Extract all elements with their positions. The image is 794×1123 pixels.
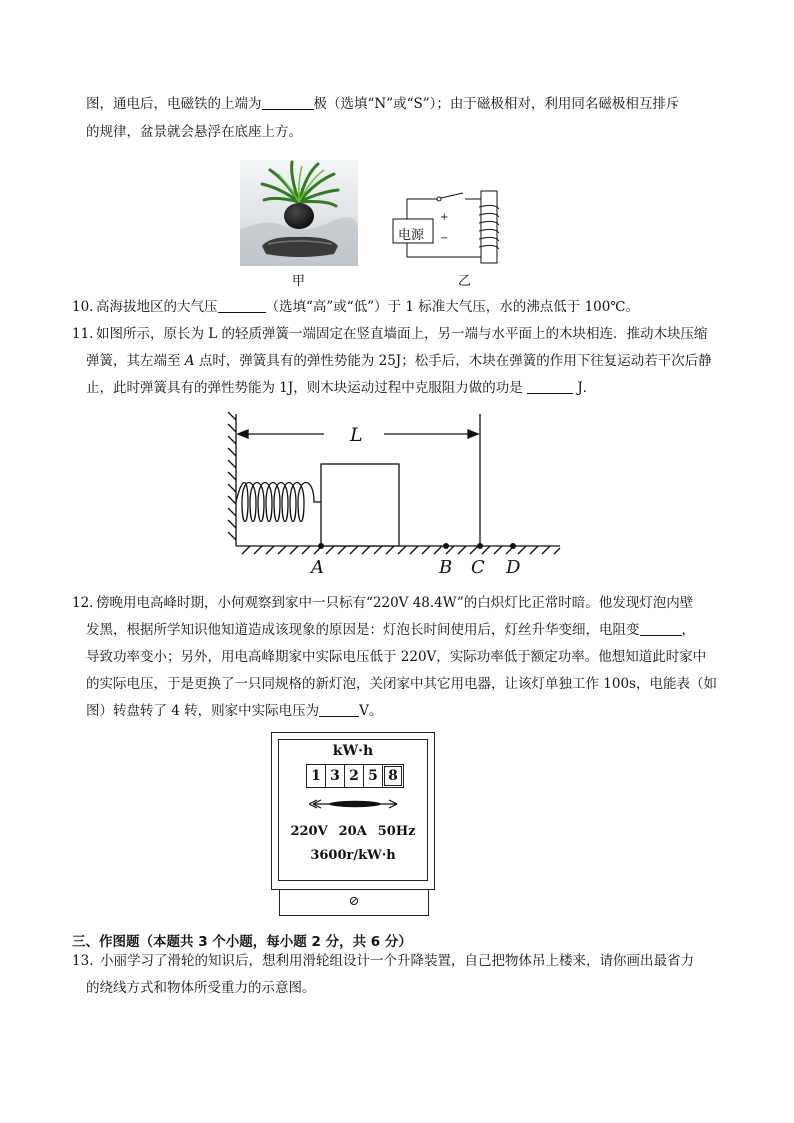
q9-line-1: 图，通电后，电磁铁的上端为 极（选填“N”或“S”）；由于磁极相对，利用同名磁极相互排斥 [86, 96, 680, 112]
q12-line-1: 傍晚用电高峰时期，小何观察到家中一只标有“220V 48.4W”的白炽灯比正常时暗。他发现灯泡内壁 [96, 595, 694, 611]
meter-digit: 2 [345, 765, 364, 787]
q12-line-4: 的实际电压，于是更换了一只同规格的新灯泡，关闭家中其它用电器，让该灯单独工作 100s，电能表（如 [86, 676, 717, 692]
terminal-screw-icon: ⊘ [348, 894, 360, 909]
question-number: 11. [72, 326, 94, 342]
question-number: 12. [72, 595, 94, 611]
meter-voltage: 220V [290, 824, 328, 839]
meter-constant: 3600r/kW·h [310, 848, 396, 863]
electric-meter [271, 732, 435, 890]
q11-line-1: 如图所示，原长为 L 的轻质弹簧一端固定在竖直墙面上，另一端与水平面上的木块相连．推动木块压缩 [96, 326, 708, 342]
figure-caption-left: 甲 [292, 274, 306, 289]
question-number: 10. [72, 299, 94, 315]
q13-line-2: 的绕线方式和物体所受重力的示意图。 [86, 980, 316, 996]
q13-line-1: 小丽学习了滑轮的知识后，想利用滑轮组设计一个升降装置，自己把物体吊上楼来，请你画出最省力 [100, 953, 694, 969]
meter-terminal-box [279, 890, 429, 916]
meter-frequency: 50Hz [377, 824, 416, 839]
meter-current: 20A [338, 824, 367, 839]
point-b-label: B [439, 557, 453, 578]
q11-line-2: 弹簧，其左端至 A 点时，弹簧具有的弹性势能为 25J；松手后，木块在弹簧的作用下往复运动若干次后静 [86, 353, 712, 369]
section-title: 三、作图题（本题共 3 个小题，每小题 2 分，共 6 分） [72, 934, 412, 950]
levitating-bonsai-photo [240, 160, 358, 266]
point-a-label: A [311, 557, 324, 578]
meter-digit: 5 [364, 765, 383, 787]
q12-line-2: 发黑，根据所学知识他知道造成该现象的原因是：灯泡长时间使用后，灯丝升华变细，电阻变 ， [86, 622, 695, 638]
figure-caption-right: 乙 [458, 274, 472, 289]
positive-terminal: + [440, 212, 449, 223]
q12-line-3: 导致功率变小；另外，用电高峰期家中实际电压低于 220V，实际功率低于额定功率。他想知道此时家中 [86, 649, 707, 665]
q10-line: 高海拔地区的大气压 （选填“高”或“低”）于 1 标准大气压，水的沸点低于 100℃。 [96, 299, 639, 315]
q12-line-5: 图）转盘转了 4 转，则家中实际电压为 V。 [86, 703, 383, 719]
meter-digit-decimal: 8 [384, 766, 402, 786]
rotating-disc-indicator [309, 796, 401, 812]
q11-line-3: 止，此时弹簧具有的弹性势能为 1J，则木块运动过程中克服阻力做的功是 J． [86, 380, 597, 396]
answer-blank[interactable] [262, 95, 314, 110]
meter-digit: 3 [326, 765, 345, 787]
question-number: 13. [72, 953, 94, 969]
meter-digit: 1 [307, 765, 326, 787]
length-label: L [350, 424, 363, 446]
meter-face [278, 739, 428, 881]
answer-blank[interactable] [218, 298, 266, 313]
point-d-label: D [506, 557, 521, 578]
q9-line-2: 的规律，盆景就会悬浮在底座上方。 [86, 124, 302, 140]
meter-unit: kW·h [332, 743, 374, 759]
point-c-label: C [471, 557, 485, 578]
answer-blank[interactable] [527, 379, 573, 394]
meter-reading [306, 764, 404, 788]
negative-terminal: − [440, 233, 449, 244]
power-source-label: 电源 [398, 228, 425, 243]
meter-ratings [279, 824, 427, 839]
answer-blank[interactable] [640, 621, 682, 636]
answer-blank[interactable] [319, 702, 359, 717]
